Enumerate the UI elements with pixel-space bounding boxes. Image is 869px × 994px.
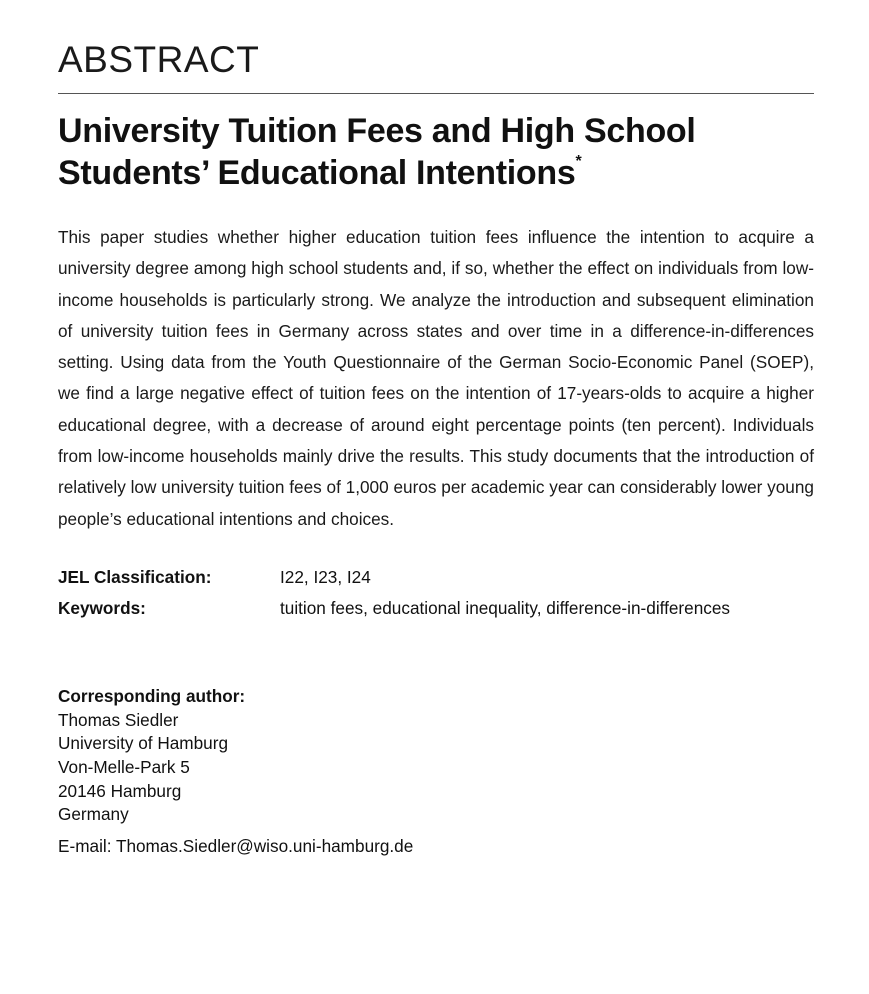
author-street: Von-Melle-Park 5 bbox=[58, 757, 190, 778]
corresponding-author-label: Corresponding author: bbox=[58, 685, 246, 706]
jel-value: I22, I23, I24 bbox=[280, 566, 371, 587]
abstract-text: This paper studies whether higher education tuition fees influence the intention to acquire a university degree among high school students and, if so, whether the effect on individuals from low-income households is particularly strong. We analyze the introduction and subsequent elimination of university tuition fees in Germany across states and over time in a difference-in-differences setting. Using data from the Youth Questionnaire of the German Socio-Economic Panel (SOEP), we find a large negative effect of tuition fees on the intention of 17-years-olds to acquire a higher educational degree, with a decrease of around eight percentage points (ten percent). Individuals from low-income households mainly drive the results. This study documents that the introduction of relatively low university tuition fees of 1,000 euros per academic year can considerably lower young people’s educational intentions and choices. bbox=[58, 227, 814, 529]
header-divider bbox=[58, 93, 814, 94]
title-line-2: Students’ Educational Intentions bbox=[58, 154, 576, 192]
keywords-label: Keywords: bbox=[58, 597, 146, 618]
title-line-1: University Tuition Fees and High School bbox=[58, 112, 696, 150]
section-label: ABSTRACT bbox=[58, 39, 260, 80]
author-city: 20146 Hamburg bbox=[58, 780, 182, 801]
author-email: E-mail: Thomas.Siedler@wiso.uni-hamburg.de bbox=[58, 836, 414, 857]
keywords-row bbox=[58, 593, 814, 624]
jel-row bbox=[58, 562, 814, 593]
jel-label: JEL Classification: bbox=[58, 566, 212, 587]
author-institution: University of Hamburg bbox=[58, 733, 229, 754]
classification-block bbox=[58, 562, 814, 624]
title-footnote-mark: * bbox=[575, 152, 582, 170]
corresponding-author-block bbox=[58, 685, 814, 859]
paper-title bbox=[58, 110, 814, 194]
keywords-value: tuition fees, educational inequality, difference-in-differences bbox=[280, 597, 731, 618]
author-country: Germany bbox=[58, 804, 129, 825]
paper-page bbox=[58, 38, 814, 859]
author-name: Thomas Siedler bbox=[58, 709, 179, 730]
